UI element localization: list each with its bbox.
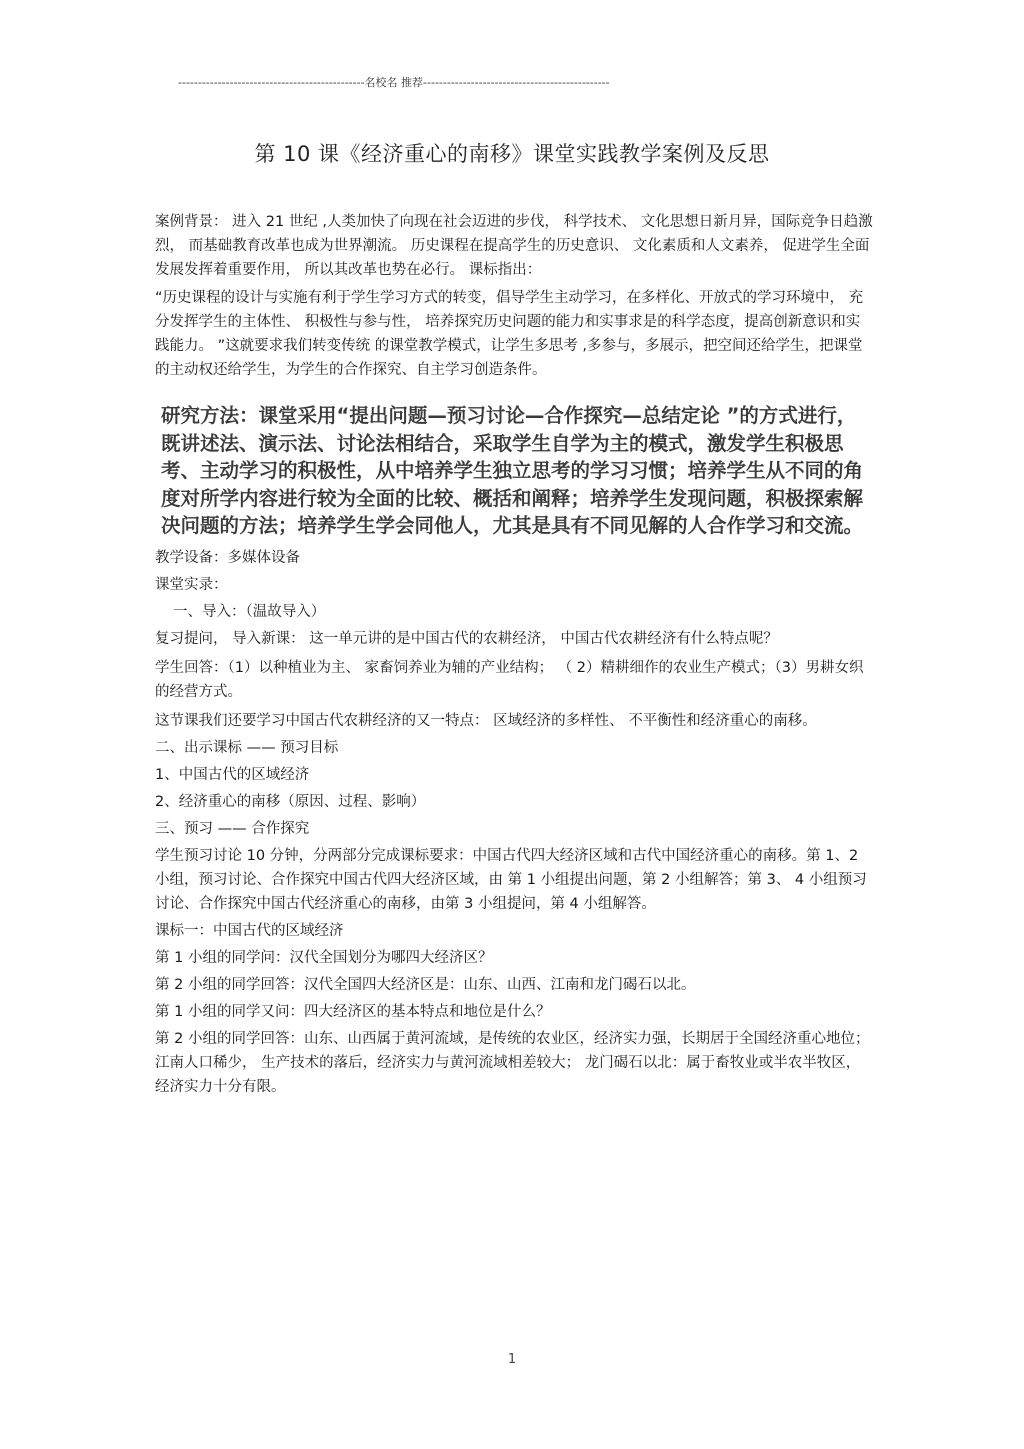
group-1-question: 第 1 小组的同学问：汉代全国划分为哪四大经济区？ [155,949,493,966]
group-2-answer-2: 第 2 小组的同学回答：山东、山西属于黄河流域，是传统的农业区，经济实力强，长期居于全国经济重心地位； 江南人口稀少， 生产技术的落后，经济实力与黄河流域相差较大； 龙门碣石以北：属于畜牧业或半农半牧区，经济实力十分有限。 [155,1030,870,1095]
page-number: 1 [507,1352,517,1367]
document-body [155,210,873,1099]
case-background: 案例背景： 进入 21 世纪 ,人类加快了向现在社会迈进的步伐， 科学技术、 文化思想日新月异，国际竞争日趋激烈， 而基础教育改革也成为世界潮流。 历史课程在提高学生的历史意识、 文化素质和人文素养， 促进学生全面发展发挥着重要作用， 所以其改革也势在必行。 课标指出： [155,214,873,278]
section-2-heading: 二、出示课标 —— 预习目标 [155,739,339,756]
section-3-heading: 三、预习 —— 合作探究 [155,820,310,837]
standard-1: 课标一：中国古代的区域经济 [155,922,344,939]
curriculum-quote: “历史课程的设计与实施有利于学生学习方式的转变，倡导学生主动学习，在多样化、开放式的学习环境中， 充分发挥学生的主体性、 积极性与参与性， 培养探究历史问题的能力和实事求是的科学态度，提高创新意识和实践能力。 ”这就要求我们转变传统 的课堂教学模式，让学生多思考 ,多参与，多展示，把空间还给学生，把课堂的主动权还给学生，为学生的合作探究、自主学习创造条件。 [155,290,864,378]
page-header: -----------------------------------------------名校名 推荐----------------------------------------------- [178,76,610,89]
section-1-heading: 一、导入：（温故导入） [173,603,326,620]
review-question: 复习提问， 导入新课： 这一单元讲的是中国古代的农耕经济， 中国古代农耕经济有什么特点呢？ [155,630,778,647]
research-method: 研究方法：课堂采用“提出问题—预习讨论—合作探究—总结定论 ”的方式进行，既讲述法、演示法、讨论法相结合，采取学生自学为主的模式，激发学生积极思考、主动学习的积极性，从中培养学生独立思考的学习习惯；培养学生从不同的角度对所学内容进行较为全面的比较、概括和阐释；培养学生发现问题，积极探索解决问题的方法；培养学生学会同他人，尤其是具有不同见解的人合作学习和交流。 [161,404,864,537]
classroom-record: 课堂实录： [155,576,228,593]
group-discussion: 学生预习讨论 10 分钟，分两部分完成课标要求：中国古代四大经济区域和古代中国经济重心的南移。第 1、2 小组，预习讨论、合作探究中国古代四大经济区域，由 第 1 小组提出问题，第 2 小组解答；第 3、 4 小组预习讨论、合作探究中国古代经济重心的南移，由第 3 小组提问，第 4 小组解答。 [155,847,867,912]
page-title: 第 10 课《经济重心的南移》课堂实践教学案例及反思 [254,142,770,166]
goal-1: 1、中国古代的区域经济 [155,766,310,783]
lesson-intro: 这节课我们还要学习中国古代农耕经济的又一特点： 区域经济的多样性、 不平衡性和经济重心的南移。 [155,712,817,729]
student-answer: 学生回答：（1）以种植业为主、 家畜饲养业为辅的产业结构； （ 2）精耕细作的农业生产模式；（3）男耕女织的经营方式。 [155,659,864,700]
goal-2: 2、经济重心的南移（原因、过程、影响） [155,793,426,810]
group-1-question-2: 第 1 小组的同学又问：四大经济区的基本特点和地位是什么？ [155,1003,551,1020]
group-2-answer: 第 2 小组的同学回答：汉代全国四大经济区是：山东、山西、江南和龙门碣石以北。 [155,976,696,993]
teaching-equipment: 教学设备：多媒体设备 [155,549,300,566]
